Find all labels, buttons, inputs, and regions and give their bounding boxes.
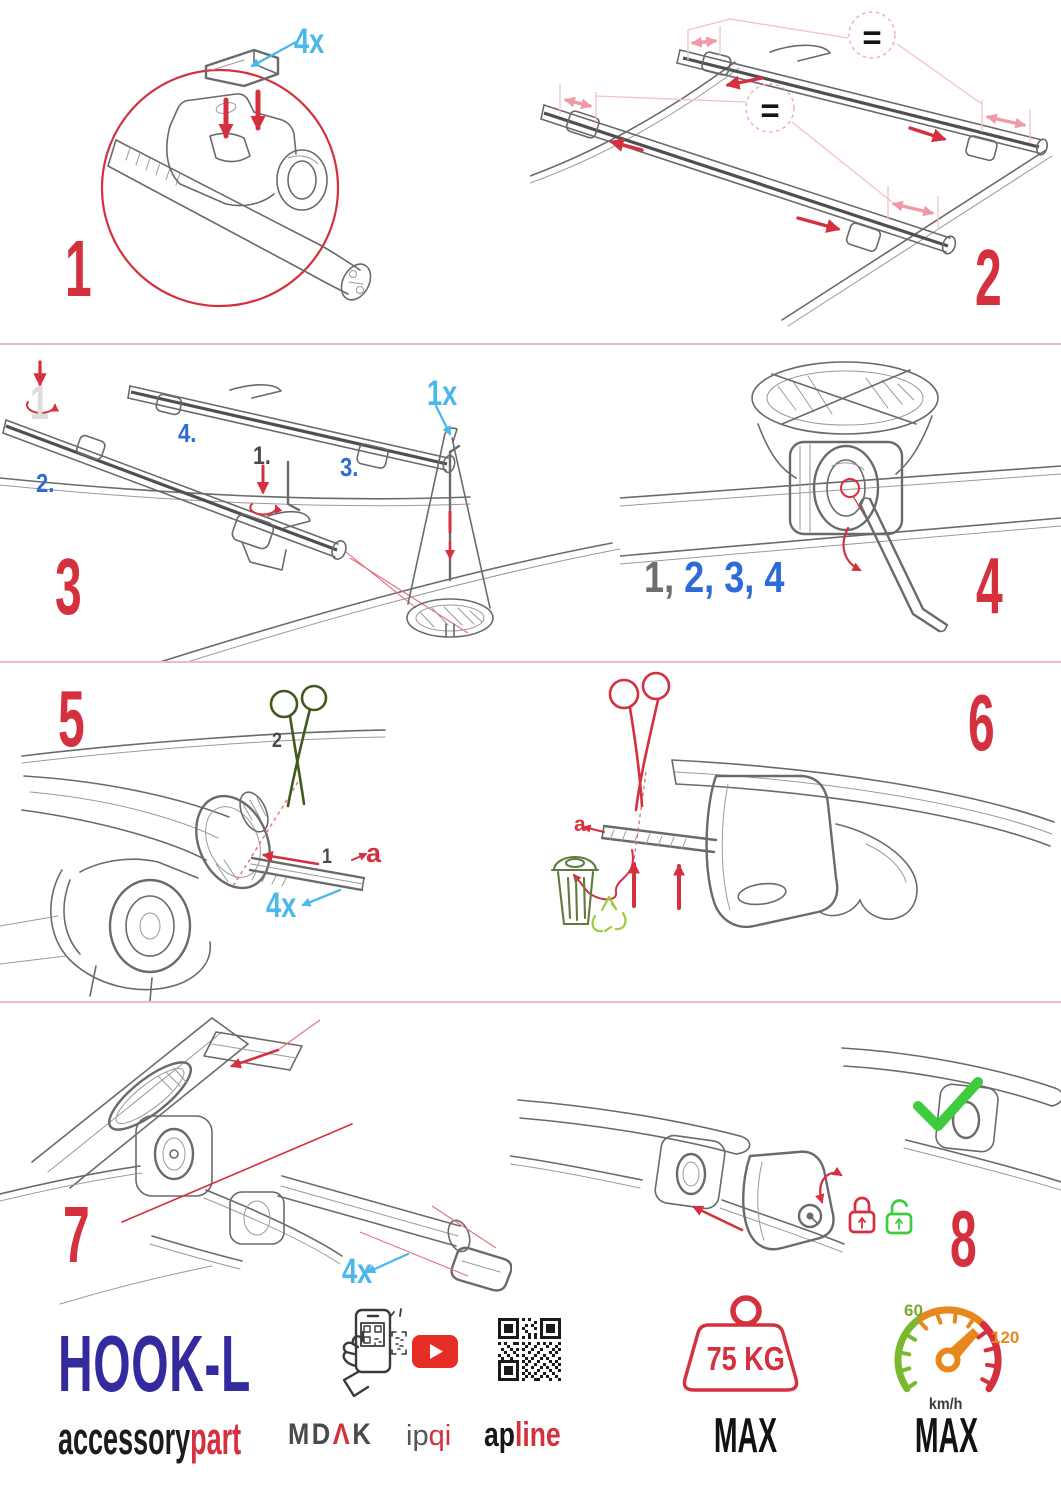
section-divider xyxy=(0,661,1061,663)
assembled-ok-view xyxy=(842,1048,1061,1190)
product-name: HOOK-L xyxy=(58,1319,251,1408)
step-number: 3 xyxy=(55,542,81,631)
max-speed-label: MAX xyxy=(914,1409,978,1463)
step-number: 6 xyxy=(968,678,994,767)
speed-high-label: 120 xyxy=(991,1328,1020,1347)
clamp-drawing xyxy=(167,94,327,210)
step-number: 1 xyxy=(65,224,91,313)
speed-unit-label: km/h xyxy=(929,1396,963,1413)
equal-spacing-badge: = xyxy=(862,19,882,56)
order-label-2: 2. xyxy=(36,468,55,498)
checkmark-icon xyxy=(918,1082,978,1126)
mini-qr xyxy=(392,1332,406,1354)
step-1 xyxy=(30,8,420,338)
equal-spacing-badge: = xyxy=(760,92,780,129)
slot-label: a xyxy=(366,838,382,868)
bar-end-cap xyxy=(60,1176,511,1304)
slide-arrow xyxy=(798,218,838,229)
step-number: 7 xyxy=(63,1190,89,1279)
step-8 xyxy=(510,1004,1061,1310)
lock-open-icon xyxy=(887,1201,911,1233)
rear-crossbar xyxy=(677,45,1049,156)
scissors-icon xyxy=(610,673,669,810)
order-label-3: 3. xyxy=(340,452,359,482)
rubber-strip-excess xyxy=(602,826,716,852)
slot-arrow xyxy=(584,827,604,832)
phone-scan-icon xyxy=(328,1302,410,1404)
max-load-value: 75 KG xyxy=(706,1340,785,1377)
quantity-label: 4x xyxy=(266,886,297,925)
trash-bin-icon xyxy=(552,857,598,924)
step-7 xyxy=(0,1004,512,1310)
quantity-label: 4x xyxy=(294,22,325,61)
partner-logo-ipqi: ipqi xyxy=(406,1420,452,1452)
brand-logo: accessorypart xyxy=(58,1413,242,1464)
step-5 xyxy=(0,664,530,1002)
quantity-label: 4x xyxy=(342,1252,373,1291)
youtube-icon xyxy=(412,1335,458,1368)
clamp-drawing xyxy=(0,859,210,1001)
ghost-step-ref: 1 xyxy=(30,377,49,430)
step-2 xyxy=(530,0,1061,340)
partner-logo-mdak: MDΛK xyxy=(288,1418,374,1451)
slot-label: a xyxy=(574,813,586,836)
clamp-cover xyxy=(707,776,917,927)
leader-line xyxy=(346,552,416,608)
section-divider xyxy=(0,1001,1061,1003)
qty-leader xyxy=(303,890,340,905)
qr-code xyxy=(498,1318,561,1381)
allen-key-small xyxy=(288,462,299,510)
quantity-label: 1x xyxy=(427,374,458,413)
rotate-arrow xyxy=(250,504,276,514)
step-number: 4 xyxy=(976,541,1002,630)
tighten-sequence: 1, 2, 3, 4 xyxy=(644,553,785,602)
slide-arrow xyxy=(728,78,762,85)
lock-cover-view xyxy=(510,1100,844,1252)
qty-leader xyxy=(368,1254,408,1272)
allen-key xyxy=(860,498,947,631)
step-3-drawing xyxy=(0,346,625,662)
max-load-label: MAX xyxy=(713,1409,778,1463)
step-number: 5 xyxy=(58,674,84,763)
order-label-1: 1. xyxy=(253,442,271,470)
footer xyxy=(0,1301,1061,1500)
step-3 xyxy=(0,346,625,662)
scan-sparkles xyxy=(390,1309,401,1317)
step-number: 2 xyxy=(975,233,1001,322)
clamp-body xyxy=(790,442,902,534)
slide-arrow xyxy=(910,128,944,139)
front-crossbar xyxy=(541,105,957,255)
step-8-drawing xyxy=(510,1004,1061,1310)
lock-closed-icon xyxy=(850,1198,874,1232)
slide-arrow xyxy=(694,1207,742,1230)
step-number: 8 xyxy=(950,1194,976,1283)
qty-leader xyxy=(252,42,296,66)
partner-logo-apline: apline xyxy=(484,1416,561,1454)
step-4 xyxy=(620,346,1061,662)
slot-arrow xyxy=(352,854,366,860)
speed-low-label: 60 xyxy=(904,1301,923,1320)
recycle-icon xyxy=(593,897,626,931)
roof-rails xyxy=(0,478,620,662)
insert-order-label: 1 xyxy=(322,845,332,868)
order-label-4: 4. xyxy=(178,418,197,448)
step-6 xyxy=(530,664,1061,1002)
section-divider xyxy=(0,343,1061,345)
cut-order-label: 2 xyxy=(272,729,282,752)
